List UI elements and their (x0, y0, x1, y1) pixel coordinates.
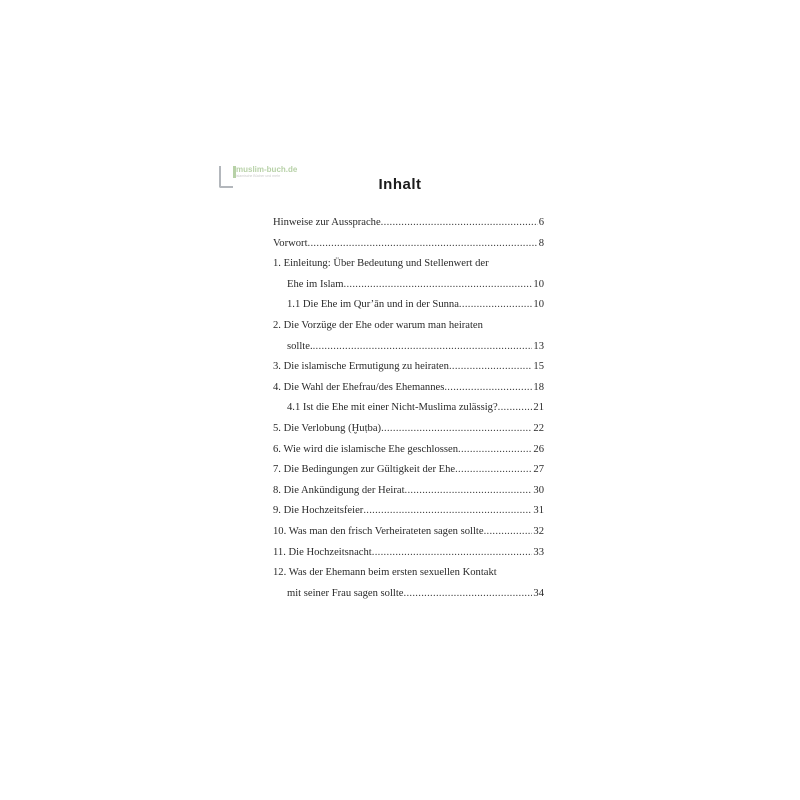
toc-page-number: 18 (533, 381, 544, 393)
toc-page-number: 10 (533, 278, 544, 290)
toc-leader-dots (313, 337, 533, 358)
toc-entry-label: 5. Die Verlobung (Ḫuṭba) (273, 422, 382, 434)
toc-entry (273, 378, 544, 399)
watermark-tagline: islamische Bücher und mehr (236, 174, 281, 178)
toc-page-number: 6 (538, 217, 544, 228)
toc-entry (273, 295, 544, 316)
toc-entry (273, 460, 544, 481)
toc-entry-label: 7. Die Bedingungen zur Gültigkeit der Ehe (273, 464, 456, 476)
toc-page-number: 33 (533, 546, 544, 558)
toc-leader-dots (405, 481, 533, 502)
toc-entry (273, 316, 544, 357)
toc-page-number: 30 (533, 484, 544, 496)
toc-entry (273, 419, 544, 440)
toc-entry (273, 357, 544, 378)
toc-entry-label: 2. Die Vorzüge der Ehe oder warum man heiraten (273, 319, 483, 331)
toc-leader-dots (459, 295, 532, 316)
toc-entry-label: Vorwort (273, 237, 308, 249)
toc-page-number: 26 (533, 443, 544, 455)
toc-entry-label: 8. Die Ankündigung der Heirat (273, 484, 405, 496)
toc-leader-dots (449, 357, 532, 378)
toc-leader-dots (344, 275, 533, 296)
toc-leader-dots (372, 543, 533, 564)
toc-entry (273, 213, 544, 234)
toc-page-number: 15 (533, 361, 544, 373)
toc-entry-label: Ehe im Islam (287, 278, 344, 290)
toc-entry-label: Hinweise zur Aussprache (273, 217, 381, 228)
toc-entry-label: 3. Die islamische Ermutigung zu heiraten (273, 361, 449, 373)
toc-page-number: 21 (533, 402, 544, 414)
toc-entry-label: 1. Einleitung: Über Bedeutung und Stellenwert der (273, 258, 489, 270)
toc-entry-label: 4.1 Ist die Ehe mit einer Nicht-Muslima zulässig? (287, 402, 498, 414)
toc-entry (273, 481, 544, 502)
toc-page-number: 34 (533, 587, 544, 599)
toc-entry (273, 440, 544, 461)
toc-leader-dots (484, 522, 533, 543)
toc-entry-label: 10. Was man den frisch Verheirateten sagen sollte (273, 525, 484, 537)
toc-entry (273, 543, 544, 564)
toc-entry-label: 6. Wie wird die islamische Ehe geschlossen (273, 443, 459, 455)
toc-leader-dots (458, 440, 532, 461)
toc-leader-dots (444, 378, 532, 399)
toc-page-number: 10 (533, 299, 544, 311)
toc-page-number: 31 (533, 505, 544, 517)
toc-leader-dots (455, 460, 532, 481)
toc-entry-label: sollte. (287, 340, 313, 352)
toc-entry-label: 11. Die Hochzeitsnacht (273, 546, 372, 558)
toc-entry-label: 12. Was der Ehemann beim ersten sexuellen Kontakt (273, 567, 497, 579)
toc-entry (273, 522, 544, 543)
toc-entry (273, 398, 544, 419)
toc-page-number: 27 (533, 464, 544, 476)
toc-leader-dots (308, 234, 538, 255)
toc-page-number: 22 (533, 422, 544, 434)
table-of-contents (273, 213, 544, 604)
watermark-name: muslim-buch.de (236, 165, 298, 174)
toc-page-number: 8 (538, 237, 544, 249)
toc-leader-dots (498, 398, 533, 419)
toc-leader-dots (381, 419, 532, 440)
toc-entry-label: mit seiner Frau sagen sollte (287, 587, 404, 599)
toc-leader-dots (404, 584, 533, 605)
toc-leader-dots (363, 501, 532, 522)
toc-entry (273, 501, 544, 522)
toc-entry-label: 9. Die Hochzeitsfeier (273, 505, 364, 517)
page-title: Inhalt (378, 176, 422, 193)
toc-entry (273, 254, 544, 295)
toc-page-number: 13 (533, 340, 544, 352)
toc-entry-label: 1.1 Die Ehe im Qur’ān und in der Sunna (287, 299, 459, 311)
toc-page-number: 32 (533, 525, 544, 537)
toc-entry-label: 4. Die Wahl der Ehefrau/des Ehemannes (273, 381, 445, 393)
toc-entry (273, 563, 544, 604)
toc-leader-dots (381, 213, 538, 234)
toc-entry (273, 234, 544, 255)
